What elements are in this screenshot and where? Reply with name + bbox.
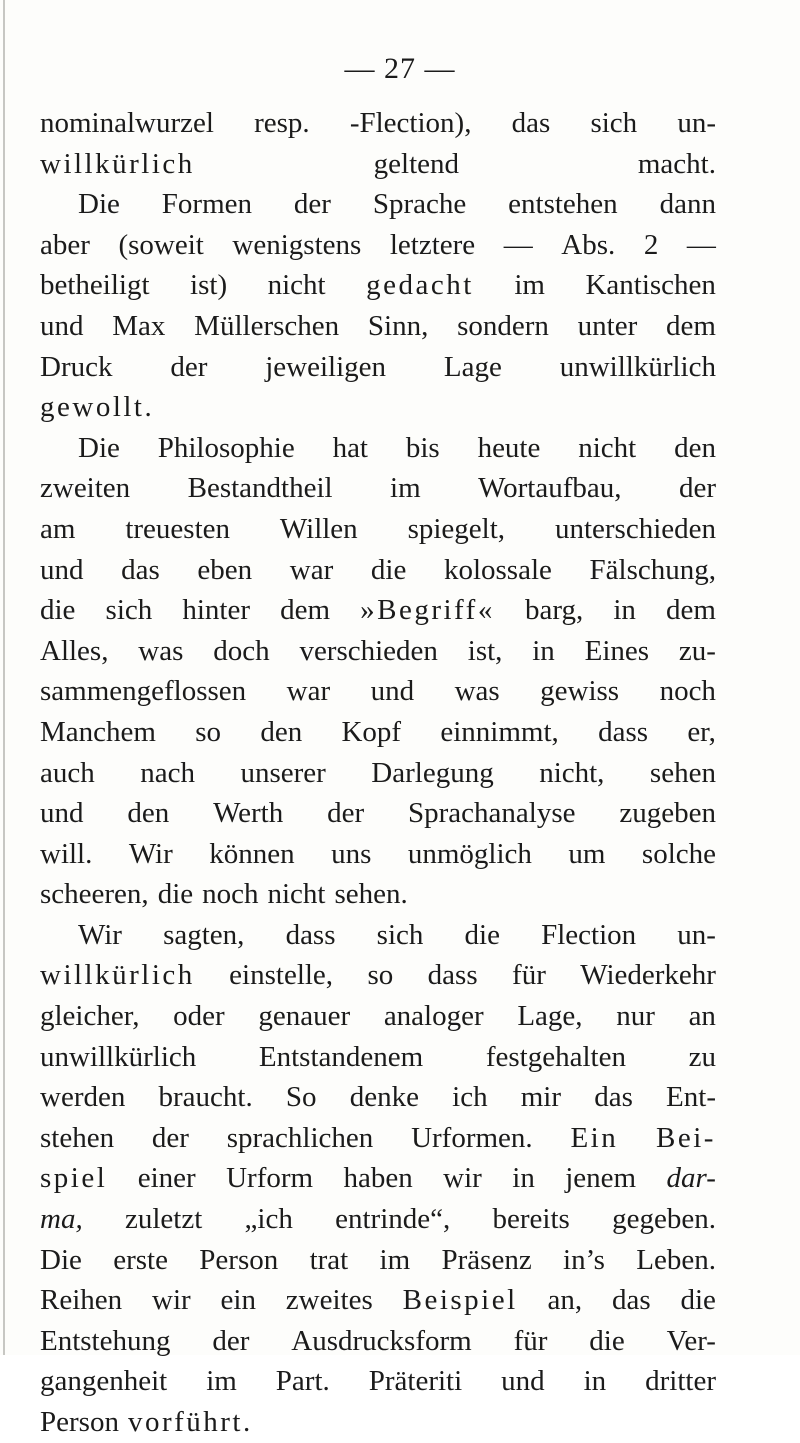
word: jenem bbox=[565, 1162, 637, 1195]
word: sehen bbox=[649, 756, 716, 789]
word: festgehalten bbox=[485, 1040, 626, 1073]
word: am bbox=[40, 512, 76, 545]
word: analoger bbox=[383, 1000, 484, 1033]
word: Wiederkehr bbox=[580, 959, 716, 992]
text-line bbox=[40, 1321, 716, 1362]
word: ma, bbox=[40, 1203, 83, 1236]
word: wir bbox=[443, 1162, 482, 1195]
word: was bbox=[454, 675, 500, 708]
text-line bbox=[40, 103, 716, 144]
word: noch bbox=[202, 878, 259, 911]
text-line bbox=[40, 306, 716, 347]
word: in bbox=[613, 594, 636, 627]
body-text bbox=[40, 103, 716, 1443]
word: Entstandenem bbox=[258, 1040, 424, 1073]
word: barg, bbox=[524, 594, 584, 627]
word: „ich bbox=[244, 1203, 293, 1236]
word: entstehen bbox=[508, 188, 618, 221]
word: gewiss bbox=[540, 675, 620, 708]
word: verschieden bbox=[299, 634, 438, 667]
text-line bbox=[40, 184, 716, 225]
word: unwillkürlich bbox=[40, 1040, 197, 1073]
word: das bbox=[611, 1284, 651, 1317]
word: 2 bbox=[643, 228, 659, 261]
word: Person bbox=[40, 1406, 119, 1438]
text-line bbox=[40, 1158, 716, 1199]
word: Entstehung bbox=[40, 1324, 171, 1357]
word: Bei- bbox=[656, 1121, 716, 1154]
word: macht. bbox=[637, 147, 716, 180]
word: Kantischen bbox=[585, 269, 716, 302]
word: dem bbox=[665, 594, 716, 627]
text-line bbox=[40, 1240, 716, 1281]
word: das bbox=[511, 107, 551, 139]
word: — bbox=[686, 228, 716, 261]
text-line bbox=[40, 1118, 716, 1159]
word: Lage, bbox=[517, 1000, 583, 1033]
text-line bbox=[40, 1037, 716, 1078]
word: Ent- bbox=[666, 1081, 716, 1114]
text-line bbox=[40, 1199, 716, 1240]
word: einer bbox=[137, 1162, 196, 1195]
word: haben bbox=[343, 1162, 413, 1195]
word: gegeben. bbox=[612, 1203, 716, 1236]
word: zuletzt bbox=[124, 1203, 203, 1236]
word: uns bbox=[331, 837, 372, 870]
word: Reihen bbox=[40, 1284, 123, 1317]
text-line bbox=[40, 671, 716, 712]
word: Willen bbox=[279, 512, 358, 545]
word: scheeren, bbox=[40, 878, 149, 911]
word: Flection bbox=[541, 918, 637, 951]
word: nur bbox=[616, 1000, 655, 1033]
word: Die bbox=[78, 431, 120, 464]
word: Beispiel bbox=[402, 1284, 518, 1317]
word: — bbox=[503, 228, 533, 261]
text-line bbox=[40, 753, 716, 794]
text-line bbox=[40, 428, 716, 469]
word: hinter bbox=[182, 594, 250, 627]
word: werden bbox=[40, 1081, 126, 1114]
word: den bbox=[127, 797, 170, 830]
word: bis bbox=[405, 431, 440, 464]
word: und bbox=[501, 1365, 545, 1398]
word: in bbox=[532, 634, 555, 667]
word: zugeben bbox=[619, 797, 716, 830]
word: der bbox=[212, 1324, 250, 1357]
word: entrinde“, bbox=[335, 1203, 451, 1236]
text-line bbox=[40, 915, 716, 956]
word: nach bbox=[140, 756, 195, 789]
text-line bbox=[40, 712, 716, 753]
text-line bbox=[40, 874, 716, 915]
word: dass bbox=[285, 918, 336, 951]
word: Part. bbox=[275, 1365, 330, 1398]
word: einnimmt, bbox=[440, 715, 559, 748]
word: gleicher, bbox=[40, 1000, 140, 1033]
word: die bbox=[464, 918, 500, 951]
word: Philosophie bbox=[157, 431, 295, 464]
word: Leben. bbox=[636, 1243, 716, 1276]
word: war bbox=[286, 675, 331, 708]
word: jeweiligen bbox=[265, 350, 387, 383]
word: dem bbox=[666, 309, 716, 342]
text-line bbox=[40, 1280, 716, 1321]
word: will. bbox=[40, 837, 93, 870]
word: unter bbox=[577, 309, 638, 342]
word: trat bbox=[309, 1243, 349, 1276]
text-line bbox=[40, 387, 716, 428]
word: Sprache bbox=[372, 188, 467, 221]
word: Manchem bbox=[40, 715, 156, 748]
word: im bbox=[390, 472, 421, 505]
word: ich bbox=[452, 1081, 488, 1114]
word: un- bbox=[677, 107, 716, 139]
word: Bestandtheil bbox=[187, 472, 333, 505]
word: Die bbox=[78, 188, 120, 221]
word: die bbox=[589, 1324, 625, 1357]
word: und bbox=[40, 553, 84, 586]
word: zu bbox=[688, 1040, 716, 1073]
word: in bbox=[583, 1365, 607, 1398]
word: Max bbox=[112, 309, 166, 342]
text-line bbox=[40, 144, 716, 185]
word: das bbox=[594, 1081, 633, 1114]
text-line bbox=[40, 509, 716, 550]
word: der bbox=[327, 797, 365, 830]
word: letztere bbox=[389, 228, 476, 261]
word: Urformen. bbox=[411, 1121, 533, 1154]
word: war bbox=[289, 553, 334, 586]
word: nicht bbox=[578, 431, 637, 464]
word: Sprachanalyse bbox=[407, 797, 576, 830]
word: Darlegung bbox=[371, 756, 494, 789]
word: sagten, bbox=[163, 918, 245, 951]
word: im bbox=[379, 1243, 411, 1276]
word: un- bbox=[677, 918, 716, 951]
word: Lage bbox=[443, 350, 502, 383]
word: vorführt. bbox=[127, 1406, 253, 1438]
word: Abs. bbox=[561, 228, 616, 261]
text-line bbox=[40, 347, 716, 388]
word: unterschieden bbox=[554, 512, 716, 545]
word: bereits bbox=[492, 1203, 570, 1236]
word: dann bbox=[659, 188, 716, 221]
word: unserer bbox=[240, 756, 326, 789]
word: dass bbox=[427, 959, 478, 992]
word: sehen. bbox=[334, 878, 408, 911]
word: sammengeflossen bbox=[40, 675, 247, 708]
word: »Begriff« bbox=[360, 594, 495, 627]
word: gewollt. bbox=[40, 391, 155, 424]
word: Fälschung, bbox=[589, 553, 716, 586]
word: so bbox=[367, 959, 394, 992]
word: braucht. bbox=[158, 1081, 253, 1114]
word: nicht bbox=[267, 878, 326, 911]
word: Druck bbox=[40, 350, 113, 383]
word: stehen bbox=[40, 1121, 115, 1154]
word: sich bbox=[105, 594, 153, 627]
word: Ver- bbox=[666, 1324, 716, 1357]
word: Formen bbox=[161, 188, 252, 221]
word: So bbox=[285, 1081, 317, 1114]
word: spiel bbox=[40, 1162, 108, 1195]
word: zweiten bbox=[40, 472, 131, 505]
word: die bbox=[370, 553, 407, 586]
text-line bbox=[40, 265, 716, 306]
word: Eines bbox=[584, 634, 650, 667]
word: den bbox=[674, 431, 716, 464]
word: nicht bbox=[267, 269, 326, 302]
word: gangenheit bbox=[40, 1365, 168, 1398]
word: noch bbox=[659, 675, 716, 708]
word: Sinn, bbox=[367, 309, 429, 342]
word: zweites bbox=[285, 1284, 373, 1317]
word: wenigstens bbox=[232, 228, 362, 261]
word: sich bbox=[376, 918, 424, 951]
word: willkürlich bbox=[40, 147, 195, 180]
word: nominalwurzel bbox=[40, 107, 214, 139]
word: Kopf bbox=[341, 715, 402, 748]
word: der bbox=[678, 472, 716, 505]
word: in bbox=[512, 1162, 535, 1195]
word: sprachlichen bbox=[226, 1121, 374, 1154]
word: der bbox=[170, 350, 208, 383]
word: Präteriti bbox=[368, 1365, 463, 1398]
text-line bbox=[40, 834, 716, 875]
word: zu- bbox=[678, 634, 716, 667]
word: ist, bbox=[467, 634, 503, 667]
text-line bbox=[40, 225, 716, 266]
word: aber bbox=[40, 228, 90, 261]
word: die bbox=[157, 878, 194, 911]
word: einstelle, bbox=[229, 959, 334, 992]
word: er, bbox=[687, 715, 716, 748]
word: solche bbox=[641, 837, 716, 870]
word: eben bbox=[197, 553, 253, 586]
text-line bbox=[40, 550, 716, 591]
text-line bbox=[40, 631, 716, 672]
word: gedacht bbox=[366, 269, 474, 302]
word: erste bbox=[113, 1243, 168, 1276]
text-line bbox=[40, 955, 716, 996]
word: denke bbox=[349, 1081, 419, 1114]
word: um bbox=[568, 837, 606, 870]
word: und bbox=[40, 797, 84, 830]
word: doch bbox=[213, 634, 270, 667]
word: an bbox=[688, 1000, 716, 1033]
word: ist) bbox=[190, 269, 228, 302]
word: mir bbox=[520, 1081, 562, 1114]
word: Ein bbox=[570, 1121, 619, 1154]
text-line bbox=[40, 1402, 716, 1443]
word: können bbox=[209, 837, 295, 870]
word: Alles, bbox=[40, 634, 109, 667]
word: dass bbox=[598, 715, 649, 748]
word: (soweit bbox=[118, 228, 204, 261]
word: Person bbox=[199, 1243, 279, 1276]
word: ein bbox=[220, 1284, 256, 1317]
word: für bbox=[512, 959, 546, 992]
word: treuesten bbox=[125, 512, 231, 545]
word: resp. bbox=[254, 107, 310, 139]
word: hat bbox=[332, 431, 368, 464]
word: sondern bbox=[457, 309, 549, 342]
word: und bbox=[40, 309, 84, 342]
word: kolossale bbox=[443, 553, 552, 586]
word: Wortaufbau, bbox=[478, 472, 622, 505]
word: spiegelt, bbox=[407, 512, 506, 545]
word: das bbox=[121, 553, 160, 586]
page-edge-line bbox=[3, 0, 5, 1355]
word: unmöglich bbox=[407, 837, 532, 870]
word: betheiligt bbox=[40, 269, 150, 302]
text-line bbox=[40, 590, 716, 631]
word: den bbox=[260, 715, 303, 748]
word: Wir bbox=[78, 918, 122, 951]
word: Die bbox=[40, 1243, 82, 1276]
page-number: — 27 — bbox=[344, 52, 456, 85]
word: Wir bbox=[128, 837, 173, 870]
word: dem bbox=[280, 594, 331, 627]
word: unwillkürlich bbox=[559, 350, 716, 383]
word: Urform bbox=[226, 1162, 314, 1195]
word: für bbox=[513, 1324, 548, 1357]
word: geltend bbox=[373, 147, 459, 180]
word: die bbox=[40, 594, 76, 627]
word: im bbox=[514, 269, 545, 302]
text-line bbox=[40, 468, 716, 509]
text-line bbox=[40, 996, 716, 1037]
word: heute bbox=[477, 431, 541, 464]
word: -Flection), bbox=[349, 107, 472, 139]
text-line bbox=[40, 1077, 716, 1118]
word: auch bbox=[40, 756, 95, 789]
word: in’s bbox=[563, 1243, 605, 1276]
word: dritter bbox=[645, 1365, 716, 1398]
text-line bbox=[40, 793, 716, 834]
word: was bbox=[138, 634, 184, 667]
word: oder bbox=[173, 1000, 225, 1033]
word: genauer bbox=[258, 1000, 351, 1033]
word: Müllerschen bbox=[194, 309, 340, 342]
word: die bbox=[680, 1284, 716, 1317]
word: sich bbox=[590, 107, 638, 139]
word: so bbox=[195, 715, 222, 748]
word: Werth bbox=[213, 797, 284, 830]
word: der bbox=[151, 1121, 189, 1154]
word: wir bbox=[152, 1284, 191, 1317]
word: und bbox=[370, 675, 415, 708]
word: nicht, bbox=[539, 756, 605, 789]
text-line bbox=[40, 1361, 716, 1402]
word: willkürlich bbox=[40, 959, 195, 992]
word: im bbox=[206, 1365, 237, 1398]
word: Präsenz bbox=[441, 1243, 532, 1276]
word: dar- bbox=[666, 1162, 716, 1195]
word: der bbox=[293, 188, 331, 221]
word: an, bbox=[547, 1284, 583, 1317]
word: Ausdrucksform bbox=[291, 1324, 472, 1357]
